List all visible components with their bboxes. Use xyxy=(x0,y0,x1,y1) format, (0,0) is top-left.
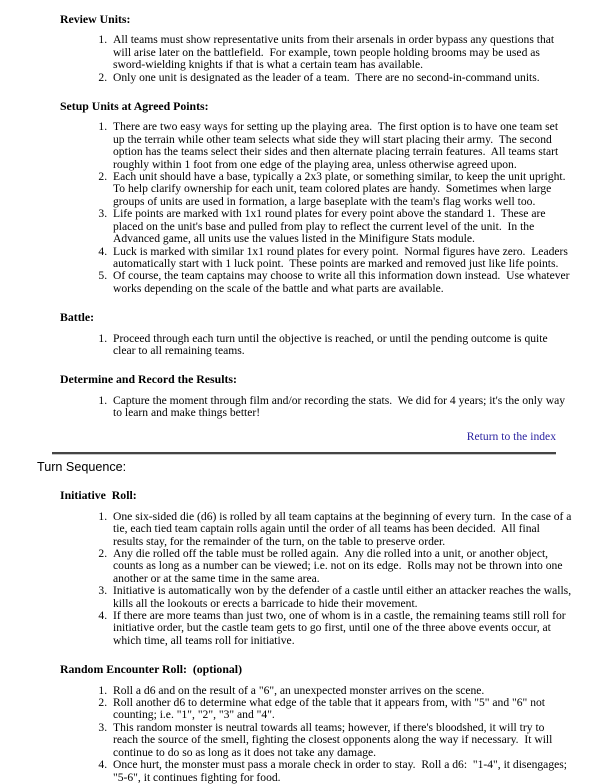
rule-item: 1. Capture the moment through film and/or recording the stats. We did for 4 years; it's the only way to learn and make things better! xyxy=(110,395,572,420)
section-random-encounter-roll xyxy=(37,663,572,784)
section-heading-setup-units: Setup Units at Agreed Points: xyxy=(60,99,209,114)
random-encounter-roll-list xyxy=(37,685,572,784)
setup-units-list xyxy=(37,121,572,295)
return-to-index-link[interactable]: Return to the index xyxy=(466,429,556,443)
rule-item: 3. Initiative is automatically won by the defender of a castle until either an attacker reaches the walls, kills all the lookouts or erects a barricade to hide their movement. xyxy=(110,585,572,610)
rule-item: 1. Roll a d6 and on the result of a "6", an unexpected monster arrives on the scene. xyxy=(110,685,572,697)
rule-item: 4. Once hurt, the monster must pass a morale check in order to stay. Roll a d6: "1-4", it disengages; "5-6", it continues fighting for food. xyxy=(110,759,572,784)
section-initiative-roll xyxy=(37,488,575,647)
rule-item: 5. Of course, the team captains may choose to write all this information down instead. Use whatever works depending on the scale of the battle and what parts are available. xyxy=(110,270,572,295)
rule-item: 1. One six-sided die (d6) is rolled by all team captains at the beginning of every turn. In the case of a tie, each tied team captain rolls again until the order of all teams has been decided. All final results stay, for the remainder of the turn, on the table to preserve order. xyxy=(110,511,572,548)
section-heading-review-units: Review Units: xyxy=(60,12,131,26)
section-divider xyxy=(52,452,556,455)
turn-sequence-heading: Turn Sequence: xyxy=(37,459,127,474)
battle-list xyxy=(37,333,572,358)
rule-item: 1. Proceed through each turn until the objective is reached, or until the pending outcome is quite clear to all remaining teams. xyxy=(110,333,572,358)
section-determine-results xyxy=(37,373,572,419)
review-units-list xyxy=(37,34,572,84)
rule-item: 2. Each unit should have a base, typically a 2x3 plate, or something similar, to keep the unit upright. To help clarify ownership for each unit, team colored plates are handy. Sometimes when large groups of units are used in formation, a large baseplate with the team's flag works well too. xyxy=(110,171,572,208)
determine-results-list xyxy=(37,395,572,420)
rule-item: 1. There are two easy ways for setting up the playing area. The first option is to have one team set up the terrain while other team selects what side they will start placing their army. The second option has the teams select their sides and then alternate placing terrain features. All teams start roughly within 1 foot from one edge of the playing area, unless otherwise agreed upon. xyxy=(110,121,572,171)
section-review-units xyxy=(37,13,572,84)
rule-item: 1. All teams must show representative units from their arsenals in order bypass any questions that will arise later on the battlefield. For example, town people holding brooms may be used as sword-wielding knights if that is what a certain team has available. xyxy=(110,34,572,71)
initiative-roll-list xyxy=(37,509,575,647)
section-setup-units xyxy=(37,100,572,295)
section-heading-random-encounter-roll: Random Encounter Roll: (optional) xyxy=(60,662,242,677)
rule-item: 3. This random monster is neutral towards all teams; however, if there's bloodshed, it will try to reach the source of the smell, fighting the closest opponents along the way if necessary. It will continue to do so as long as it does not take any damage. xyxy=(110,722,572,759)
rule-item: 2. Only one unit is designated as the leader of a team. There are no second-in-command units. xyxy=(110,72,572,84)
rule-item: 4. If there are more teams than just two, one of whom is in a castle, the remaining teams still roll for initiative order, but the castle team gets to go first, until one of the three above events occur, at which time, all teams roll for initiative. xyxy=(110,610,572,647)
section-heading-battle: Battle: xyxy=(60,310,95,325)
rule-item: 3. Life points are marked with 1x1 round plates for every point above the standard 1. These are placed on the unit's base and pulled from play to reflect the current level of the unit. In the Advanced game, all units use the values listed in the Minifigure Stats module. xyxy=(110,208,572,245)
return-link-row xyxy=(37,431,556,443)
rule-item: 4. Luck is marked with similar 1x1 round plates for every point. Normal figures have zero. Leaders automatically start with 1 luck point. These points are marked and removed just like life points. xyxy=(110,246,572,271)
rule-item: 2. Roll another d6 to determine what edge of the table that it appears from, with "5" and "6" not counting; i.e. "1", "2", "3" and "4". xyxy=(110,697,572,722)
section-heading-initiative-roll: Initiative Roll: xyxy=(60,488,137,503)
section-battle xyxy=(37,311,572,357)
section-heading-determine-results: Determine and Record the Results: xyxy=(60,372,237,387)
rule-item: 2. Any die rolled off the table must be rolled again. Any die rolled into a unit, or another object, counts as long as a number can be viewed; i.e. not on its edge. Rolls may not be thrown into one another or at the same time in the same area. xyxy=(110,548,572,585)
